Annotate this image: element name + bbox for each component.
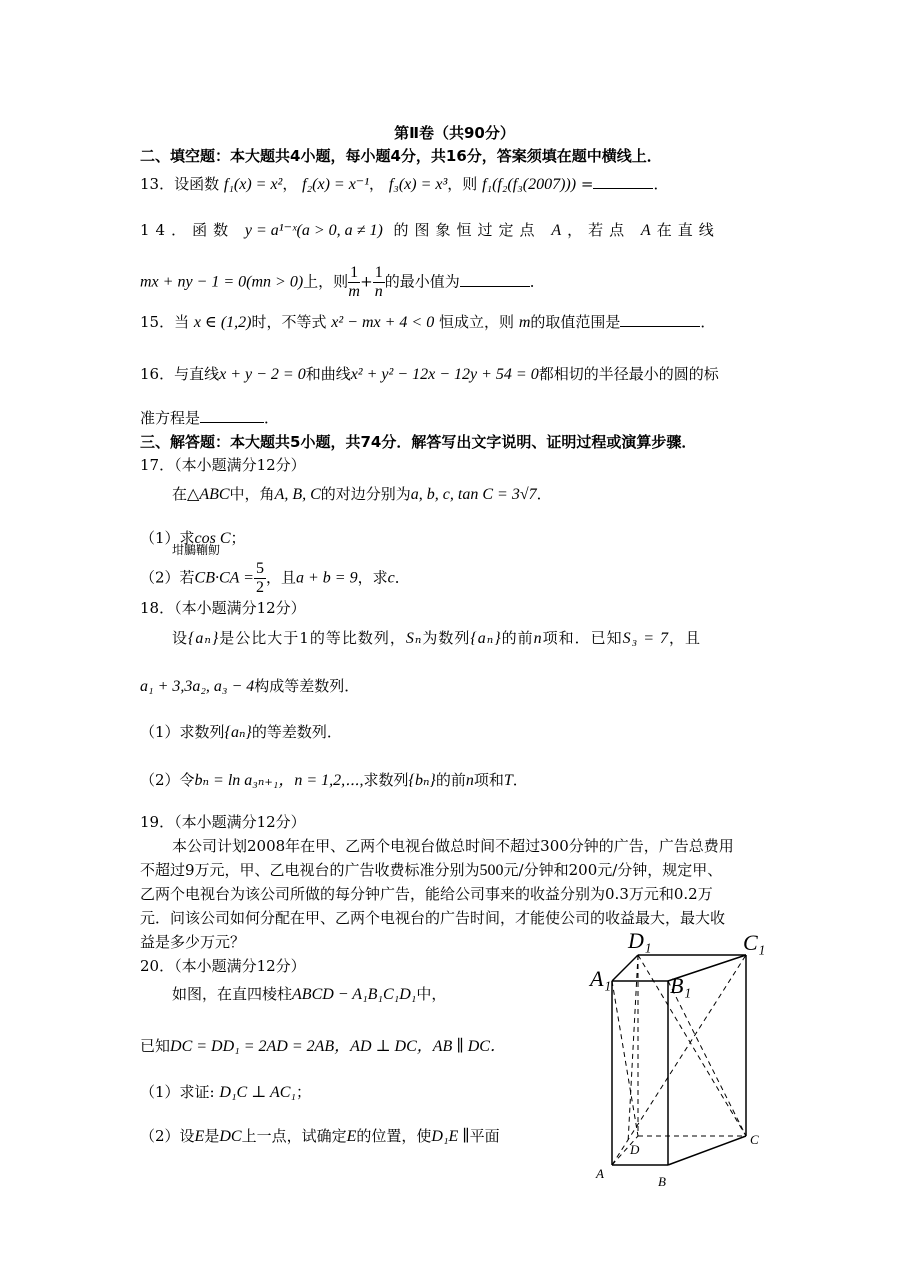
- q14-plus: +: [360, 272, 373, 291]
- q20-part1: [140, 1082, 311, 1103]
- q15-ineq: x² − mx + 4 < 0: [331, 314, 435, 331]
- q18-p2-n2: n: [465, 772, 474, 789]
- q20-line2: [140, 1036, 506, 1057]
- q14-min: 的最小值为: [384, 272, 460, 291]
- q18-part1: [140, 722, 342, 743]
- q17-p2-ask: ，求: [357, 568, 388, 587]
- prism-figure: [588, 928, 788, 1193]
- q18-l1a: 设: [172, 629, 189, 647]
- q18-l1c: 为数列: [422, 629, 471, 647]
- q17-p2-end: ．: [394, 568, 410, 587]
- q14-mid: 的图象恒过定点: [393, 221, 541, 239]
- q16-period: ．: [264, 409, 280, 427]
- q17-overlap-text: 坩鵩鞩鱽: [172, 543, 221, 557]
- q18-p2-t: T: [503, 772, 513, 789]
- diag-d1-hidden: [628, 955, 638, 1143]
- q18-line2: [140, 676, 359, 697]
- q20-head: 20．（本小题满分12分）: [140, 957, 306, 975]
- q20-part2: [140, 1126, 500, 1147]
- q18-p2-label: （2）令: [140, 771, 195, 789]
- q15-mid1: 时，不等式: [251, 313, 327, 331]
- section-title: 第Ⅱ卷（共90分）: [394, 124, 515, 142]
- q20-p2d: 的位置，使: [356, 1127, 432, 1145]
- q14-frac2: $\frac{1}{n}$: [374, 264, 383, 300]
- q14-frac1: $\frac{1}{m}$: [348, 264, 360, 300]
- q14-then: 上，则: [303, 272, 349, 291]
- q14-point-a2: A: [640, 222, 657, 239]
- q19-price: 500: [479, 862, 504, 879]
- q20-p2e: 平面: [469, 1127, 500, 1145]
- q15-mid2: 恒成立，则: [439, 313, 515, 331]
- q18-p2-mid: 求数列: [363, 771, 409, 789]
- q19-line1: 本公司计划2008年在甲、乙两个电视台做总时间不超过300分钟的广告，广告总费用: [172, 837, 734, 855]
- q18-p1-end: 的等差数列．: [251, 723, 342, 741]
- q17-intro-b: 中，角: [229, 485, 275, 503]
- q19-line2: [140, 860, 722, 881]
- q13-f1: f₁(x) = x²: [223, 176, 283, 193]
- q15-answer-blank: [620, 312, 700, 327]
- q17-head: 17．（本小题满分12分）: [140, 456, 306, 474]
- q20-p1-label: （1）求证:: [140, 1083, 215, 1101]
- q20-p2b: 是: [204, 1127, 220, 1145]
- q17-intro-a: 在: [172, 485, 188, 503]
- question-16-line1: [140, 364, 719, 385]
- q18-p2-sum: 项和: [473, 771, 504, 789]
- question-15: [140, 312, 715, 333]
- q18-l2b: 构成等差数列．: [254, 677, 360, 695]
- q18-l1e: 项和．已知: [542, 629, 623, 647]
- q20-cond: DC = DD₁ = 2AD = 2AB，AD ⊥ DC，AB ∥ DC．: [170, 1038, 506, 1055]
- q18-p1-label: （1）求数列: [140, 723, 225, 741]
- edge-bc: [668, 1136, 746, 1165]
- q19-line3: 乙两个电视台为该公司所做的每分钟广告，能给公司事来的收益分别为0.3万元和0.2万: [140, 885, 713, 903]
- q17-p2-mid: ，且: [265, 568, 296, 587]
- q18-s3: S₃ = 7: [622, 630, 670, 647]
- q18-line1: [172, 628, 701, 649]
- q20-e2: E: [346, 1128, 357, 1145]
- q18-sn: Sₙ: [405, 630, 423, 647]
- q17-angles: A, B, C: [274, 486, 321, 503]
- label-b1: B₁: [670, 973, 692, 998]
- q17-part2: [140, 560, 410, 597]
- label-c: C: [750, 1132, 759, 1147]
- label-a1: A₁: [590, 966, 612, 991]
- q14-line-eq: mx + ny − 1 = 0(mn > 0): [140, 273, 304, 291]
- q18-head: 18．（本小题满分12分）: [140, 599, 306, 617]
- q15-cond: x ∈ (1,2): [193, 314, 252, 331]
- question-13: 13．设函数 f₁(x) = x²， f₂(x) = x⁻¹， f₃(x) = x³，则 f₁(f₂(f₃(2007))) = ．: [140, 175, 669, 193]
- q14-answer-blank: [460, 272, 530, 287]
- q18-l1f: ，且: [669, 629, 702, 647]
- q17-p2-c: c: [387, 569, 395, 587]
- q14-period: ．: [529, 272, 545, 291]
- question-14-line1: [140, 220, 720, 241]
- q18-n: n: [533, 630, 543, 647]
- q20-line1: [172, 984, 446, 1005]
- q14-label: 14．函数: [140, 221, 235, 239]
- q13-f2: f₂(x) = x⁻¹: [302, 176, 370, 193]
- q19-l2a: 不超过9万元，甲、乙电视台的广告收费标准分别为: [140, 861, 480, 879]
- label-d1: D₁: [628, 928, 652, 953]
- q14-end1: 在直线: [656, 221, 720, 239]
- q18-p2-bseq: {bₙ}: [408, 772, 436, 789]
- q14-if: ，若点: [567, 221, 631, 239]
- label-b: B: [658, 1174, 666, 1189]
- q18-p2-end: ．: [512, 771, 528, 789]
- q16-line: x + y − 2 = 0: [219, 366, 306, 383]
- q20-p1-end: ；: [295, 1083, 311, 1101]
- diag-a1d: [612, 981, 638, 1136]
- q13-dash: =: [580, 175, 594, 193]
- q13-expr: f₁(f₂(f₃(2007))): [482, 176, 577, 193]
- q16-end: 都相切的半径最小的圆的标: [538, 365, 719, 383]
- q20-l1b: 中，: [416, 985, 447, 1003]
- q18-l1d: 的前: [501, 629, 534, 647]
- q16-mid: 和曲线: [305, 365, 351, 383]
- q19-l2c: 元/分钟和200元/分钟，规定甲、: [503, 861, 723, 879]
- q17-p2-cond: a + b = 9: [295, 569, 358, 587]
- q17-intro-end: ．: [536, 485, 552, 503]
- q20-p1-expr: D₁C ⊥ AC₁: [219, 1084, 296, 1101]
- label-c1: C₁: [743, 930, 766, 955]
- q17-p2-expr: CB·CA =: [194, 569, 254, 587]
- q19-line5: 益是多少万元？: [140, 933, 246, 951]
- q19-head: 19．（本小题满分12分）: [140, 813, 306, 831]
- q18-l1b: 是公比大于1的等比数列，: [219, 629, 406, 647]
- q15-period: ．: [700, 313, 716, 331]
- q20-e: E: [194, 1128, 205, 1145]
- q18-cond: a₁ + 3,3a₂, a₃ − 4: [140, 678, 255, 695]
- q18-p1-an: {aₙ}: [224, 724, 252, 741]
- edge-a1d1: [612, 955, 638, 981]
- part2-heading: 二、填空题：本大题共4小题，每小题4分，共16分，答案须填在题中横线上．: [140, 147, 662, 165]
- label-d: D: [630, 1142, 640, 1157]
- q20-dc: DC: [219, 1128, 242, 1145]
- q13-then: ，则: [447, 175, 478, 193]
- q17-p2-label: （2）若: [140, 568, 195, 587]
- q15-m: m: [518, 314, 531, 331]
- q15-label: 15．当: [140, 313, 190, 331]
- q16-line2: 准方程是: [140, 409, 201, 427]
- part3-heading: 三、解答题：本大题共5小题，共74分．解答写出文字说明、证明过程或演算步骤．: [140, 433, 697, 451]
- q20-d1e: D₁E ∥: [431, 1128, 470, 1145]
- q20-p2c: 上一点，试确定: [241, 1127, 347, 1145]
- q18-p2-front: 的前: [435, 771, 466, 789]
- q16-label: 16．与直线: [140, 365, 220, 383]
- q17-intro: [172, 484, 552, 505]
- q14-func: y = a¹⁻ˣ(a > 0, a ≠ 1): [244, 222, 383, 239]
- q16-answer-blank: [200, 408, 264, 423]
- question-14-line2: [140, 264, 545, 301]
- q17-p2-frac: $\frac{5}{2}$: [255, 560, 264, 596]
- q20-p2a: （2）设: [140, 1127, 195, 1145]
- q20-l1a: 如图，在直四棱柱: [172, 985, 293, 1003]
- q20-prism: ABCD − A₁B₁C₁D₁: [292, 986, 417, 1003]
- q17-triangle: △ABC: [187, 486, 230, 503]
- q17-p1-label: （1）求: [140, 529, 195, 547]
- q20-l2a: 已知: [140, 1037, 171, 1055]
- diag-d1c: [638, 955, 746, 1136]
- label-a: A: [596, 1166, 604, 1181]
- q13-end: ．: [653, 175, 669, 193]
- q14-point-a: A: [551, 222, 568, 239]
- q13-f3: f₃(x) = x³: [388, 176, 448, 193]
- q18-an: {aₙ}: [188, 630, 220, 647]
- q16-curve: x² + y² − 12x − 12y + 54 = 0: [350, 366, 539, 383]
- q18-part2: [140, 770, 528, 791]
- q18-an2: {aₙ}: [470, 630, 502, 647]
- q17-sides: a, b, c, tan C = 3√7: [410, 486, 537, 503]
- q18-p2-bn: bₙ = ln a₃ₙ₊₁: [194, 772, 279, 789]
- q18-p2-n: ，n = 1,2,⋯,: [278, 772, 364, 789]
- q19-line4: 元．问该公司如何分配在甲、乙两个电视台的广告时间，才能使公司的收益最大，最大收: [140, 909, 726, 927]
- q17-p1-expr: cos C: [194, 530, 231, 547]
- q13-answer-blank: [593, 174, 653, 189]
- question-16-line2: [140, 408, 279, 428]
- q15-end: 的取值范围是: [530, 313, 621, 331]
- q13-label: 13．设函数: [140, 175, 220, 193]
- q17-p1-end: ；: [230, 529, 246, 547]
- q17-intro-c: 的对边分别为: [320, 485, 411, 503]
